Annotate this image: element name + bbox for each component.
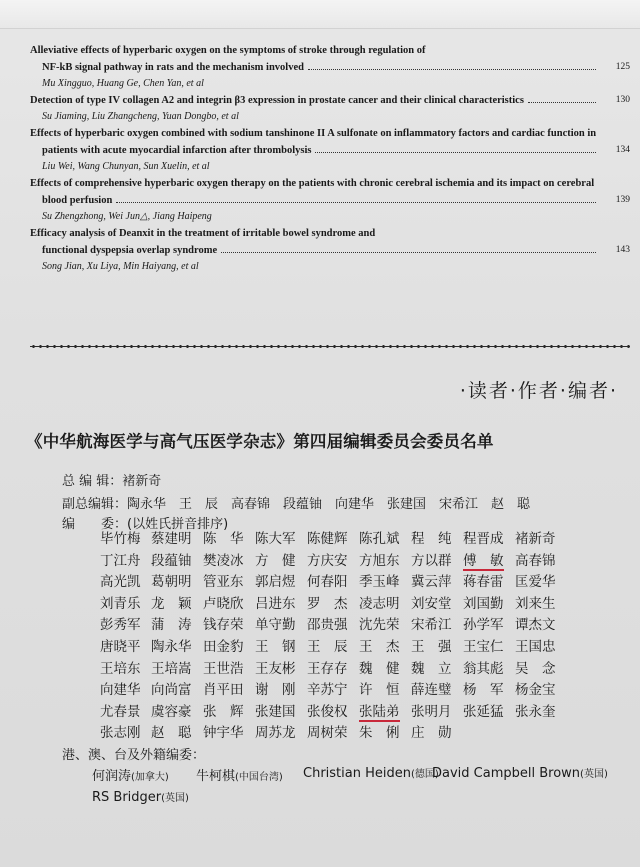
committee-member: 王培东 bbox=[100, 660, 141, 677]
committee-member: 方 健 bbox=[255, 552, 296, 569]
toc-title-line bbox=[30, 192, 630, 209]
intl-member: David Campbell Brown(英国) bbox=[432, 766, 608, 781]
deputy-editors: 副总编辑：陶永华 王 辰 高春锦 段蕴铀 向建华 张建国 宋希江 赵 聪 bbox=[62, 497, 531, 512]
toc-authors: Su Jiaming, Liu Zhangcheng, Yuan Dongbo, et al bbox=[42, 111, 239, 122]
toc-title-text: Alleviative effects of hyperbaric oxygen on the symptoms of stroke through regulation of bbox=[30, 45, 426, 56]
toc-title-line bbox=[30, 92, 630, 109]
committee-member: 葛朝明 bbox=[151, 574, 192, 591]
committee-member: 杨金宝 bbox=[515, 682, 556, 699]
committee-member: 陈孔斌 bbox=[359, 531, 400, 547]
committee-member: 陈健辉 bbox=[307, 531, 348, 547]
toc-title-text: Effects of comprehensive hyperbaric oxygen therapy on the patients with chronic cerebral ischemia and its impact on cerebral bbox=[30, 178, 595, 189]
committee-member: 沈先荣 bbox=[359, 617, 400, 634]
divider-line bbox=[30, 346, 630, 347]
committee-member: 冀云萍 bbox=[411, 574, 452, 591]
committee-member: 邵贵强 bbox=[307, 617, 348, 634]
committee-member: 张 辉 bbox=[203, 703, 244, 720]
committee-row bbox=[100, 721, 630, 743]
intl-member: 牛柯棋(中国台湾) bbox=[196, 769, 283, 784]
editor-in-chief: 总 编 辑：褚新奇 bbox=[62, 474, 162, 489]
committee-member: 张志刚 bbox=[100, 725, 141, 742]
committee-member: 辛苏宁 bbox=[307, 682, 348, 699]
toc-title-line bbox=[30, 142, 630, 159]
toc-title-line bbox=[30, 242, 630, 259]
committee-member: 何春阳 bbox=[307, 574, 348, 591]
committee-member: 吴 念 bbox=[515, 660, 556, 677]
toc-authors: Mu Xingguo, Huang Ge, Chen Yan, et al bbox=[42, 78, 204, 89]
committee-member: 丁江舟 bbox=[100, 552, 141, 569]
committee-member: 王友彬 bbox=[255, 660, 296, 677]
toc-list bbox=[30, 42, 630, 275]
toc-authors: Liu Wei, Wang Chunyan, Sun Xuelin, et al bbox=[42, 161, 210, 172]
toc-authors: Song Jian, Xu Liya, Min Haiyang, et al bbox=[42, 261, 199, 272]
intl-member: Christian Heiden(德国) bbox=[303, 766, 439, 781]
intl-member: RS Bridger(英国) bbox=[92, 790, 189, 805]
committee-member: 谢 刚 bbox=[255, 682, 296, 699]
committee-row bbox=[100, 657, 630, 679]
toc-title-text: blood perfusion bbox=[42, 195, 113, 206]
toc-leader bbox=[528, 101, 596, 103]
toc-title-line bbox=[30, 125, 630, 142]
committee-member: 刘国勤 bbox=[463, 595, 504, 612]
toc-leader bbox=[315, 151, 596, 153]
toc-title-text: Detection of type IV collagen A2 and integrin β3 expression in prostate cancer and their clinical characteristics bbox=[30, 95, 524, 106]
toc-title-line bbox=[30, 225, 630, 242]
committee-member: 张陆弟 bbox=[359, 700, 400, 722]
intl-label: 港、澳、台及外籍编委： bbox=[62, 748, 206, 763]
committee-member: 方旭东 bbox=[359, 552, 400, 569]
committee-member: 罗 杰 bbox=[307, 595, 348, 612]
committee-member: 王存存 bbox=[307, 660, 348, 677]
committee-member: 向尚富 bbox=[151, 682, 192, 699]
committee-member: 向建华 bbox=[100, 682, 141, 699]
toc-entry bbox=[30, 125, 630, 175]
committee-member: 许 恒 bbox=[359, 682, 400, 699]
committee-member: 高春锦 bbox=[515, 552, 556, 569]
toc-entry bbox=[30, 225, 630, 275]
committee-grid bbox=[100, 527, 630, 743]
committee-member: 褚新奇 bbox=[515, 531, 556, 547]
committee-member: 尤春景 bbox=[100, 703, 141, 720]
committee-member: 管亚东 bbox=[203, 574, 244, 591]
committee-member: 唐晓平 bbox=[100, 638, 141, 655]
committee-member: 匡爱华 bbox=[515, 574, 556, 591]
committee-row bbox=[100, 549, 630, 571]
committee-member: 肖平田 bbox=[203, 682, 244, 699]
committee-member: 王世浩 bbox=[203, 660, 244, 677]
toc-title-line bbox=[30, 59, 630, 76]
committee-row bbox=[100, 527, 630, 549]
committee-member: 王 辰 bbox=[307, 638, 348, 655]
page-title: 《中华航海医学与高气压医学杂志》第四届编辑委员会委员名单 bbox=[26, 432, 494, 451]
toc-leader bbox=[308, 68, 596, 70]
committee-member: 郭启煜 bbox=[255, 574, 296, 591]
committee-member: 程 纯 bbox=[411, 531, 452, 547]
committee-member: 王 强 bbox=[411, 638, 452, 655]
toc-entry bbox=[30, 92, 630, 125]
committee-member: 庄 勋 bbox=[411, 725, 452, 742]
committee-member: 张明月 bbox=[411, 703, 452, 720]
committee-member: 张俊权 bbox=[307, 703, 348, 720]
committee-row bbox=[100, 592, 630, 614]
committee-member: 王国忠 bbox=[515, 638, 556, 655]
committee-member: 张延猛 bbox=[463, 703, 504, 720]
committee-member: 王 杰 bbox=[359, 638, 400, 655]
committee-label: 编 委：(以姓氏拼音排序) bbox=[62, 517, 229, 532]
toc-title-line bbox=[30, 175, 630, 192]
committee-row bbox=[100, 635, 630, 657]
toc-leader bbox=[116, 201, 596, 203]
committee-member: 樊凌冰 bbox=[203, 552, 244, 569]
committee-member: 虞容豪 bbox=[151, 703, 192, 720]
committee-member: 朱 俐 bbox=[359, 725, 400, 742]
committee-member: 杨 军 bbox=[463, 682, 504, 699]
committee-member: 陶永华 bbox=[151, 638, 192, 655]
toc-title-text: Efficacy analysis of Deanxit in the treatment of irritable bowel syndrome and bbox=[30, 228, 376, 239]
toc-title-text: NF-kB signal pathway in rats and the mechanism involved bbox=[42, 62, 304, 73]
committee-member: 翁其彪 bbox=[463, 660, 504, 677]
committee-member: 刘来生 bbox=[515, 595, 556, 612]
committee-member: 钟宇华 bbox=[203, 725, 244, 742]
committee-member: 宋希江 bbox=[411, 617, 452, 634]
column-label: ·读者·作者·编者· bbox=[459, 380, 618, 402]
committee-member: 吕进东 bbox=[255, 595, 296, 612]
committee-member: 田金豹 bbox=[203, 638, 244, 655]
committee-member: 刘安堂 bbox=[411, 595, 452, 612]
committee-member: 周树荣 bbox=[307, 725, 348, 742]
intl-member: 何润涛(加拿大) bbox=[92, 769, 169, 784]
committee-member: 季玉峰 bbox=[359, 574, 400, 591]
page-fold bbox=[0, 0, 640, 29]
committee-member: 蔡建明 bbox=[151, 531, 192, 547]
committee-member: 王 钢 bbox=[255, 638, 296, 655]
committee-member: 陈 华 bbox=[203, 531, 244, 547]
committee-member: 周苏龙 bbox=[255, 725, 296, 742]
committee-member: 魏 立 bbox=[411, 660, 452, 677]
committee-member: 王培嵩 bbox=[151, 660, 192, 677]
toc-page-number: 143 bbox=[615, 245, 630, 255]
toc-page-number: 125 bbox=[615, 62, 630, 72]
committee-row bbox=[100, 570, 630, 592]
committee-row bbox=[100, 700, 630, 722]
toc-title-text: patients with acute myocardial infarction after thrombolysis bbox=[42, 145, 312, 156]
toc-entry bbox=[30, 42, 630, 92]
committee-member: 凌志明 bbox=[359, 595, 400, 612]
committee-member: 方以群 bbox=[411, 552, 452, 569]
committee-member: 陈大军 bbox=[255, 531, 296, 547]
toc-entry bbox=[30, 175, 630, 225]
committee-member: 段蕴铀 bbox=[151, 552, 192, 569]
committee-member: 钱存荣 bbox=[203, 617, 244, 634]
committee-member: 王宝仁 bbox=[463, 638, 504, 655]
toc-authors: Su Zhengzhong, Wei Jun△, Jiang Haipeng bbox=[42, 211, 212, 222]
committee-member: 魏 健 bbox=[359, 660, 400, 677]
committee-member: 傅 敏 bbox=[463, 549, 504, 571]
committee-member: 彭秀军 bbox=[100, 617, 141, 634]
committee-member: 毕竹梅 bbox=[100, 531, 141, 547]
toc-leader bbox=[221, 251, 596, 253]
committee-member: 赵 聪 bbox=[151, 725, 192, 742]
committee-member: 卢晓欣 bbox=[203, 595, 244, 612]
committee-member: 单守勤 bbox=[255, 617, 296, 634]
committee-row bbox=[100, 678, 630, 700]
committee-member: 孙学军 bbox=[463, 617, 504, 634]
committee-member: 谭杰文 bbox=[515, 617, 556, 634]
toc-title-line bbox=[30, 42, 630, 59]
committee-member: 方庆安 bbox=[307, 552, 348, 569]
committee-member: 蒋春雷 bbox=[463, 574, 504, 591]
committee-row bbox=[100, 613, 630, 635]
committee-member: 薛连璧 bbox=[411, 682, 452, 699]
toc-page-number: 130 bbox=[615, 95, 630, 105]
committee-member: 张永奎 bbox=[515, 703, 556, 720]
committee-member: 龙 颖 bbox=[151, 595, 192, 612]
committee-member: 高光凯 bbox=[100, 574, 141, 591]
committee-member: 程晋成 bbox=[463, 531, 504, 547]
committee-member: 张建国 bbox=[255, 703, 296, 720]
toc-page-number: 139 bbox=[615, 195, 630, 205]
toc-page-number: 134 bbox=[615, 145, 630, 155]
toc-title-text: functional dyspepsia overlap syndrome bbox=[42, 245, 218, 256]
committee-member: 蒲 涛 bbox=[151, 617, 192, 634]
toc-title-text: Effects of hyperbaric oxygen combined with sodium tanshinone II A sulfonate on inflammatory factors and cardiac function in bbox=[30, 128, 597, 139]
committee-member: 刘青乐 bbox=[100, 595, 141, 612]
